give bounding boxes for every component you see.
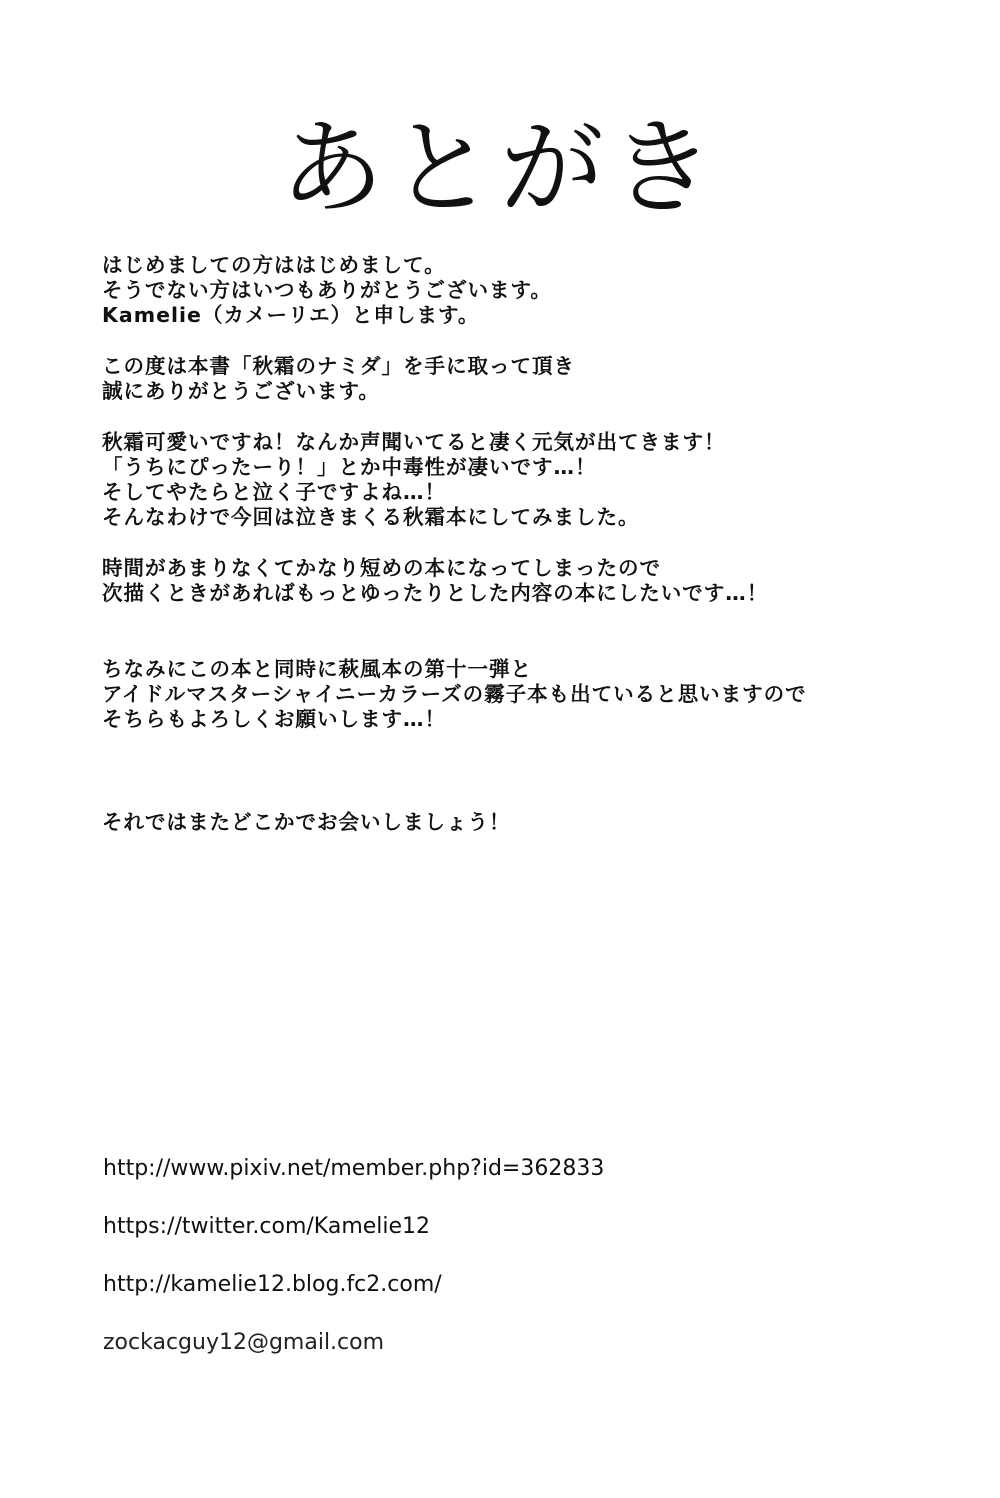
text-line: 秋霜可愛いですね！なんか声聞いてると凄く元気が出てきます！ <box>102 430 726 454</box>
page-title: あとがき <box>279 107 720 229</box>
blog-link[interactable]: http://kamelie12.blog.fc2.com/ <box>103 1272 442 1297</box>
text-line: 「うちにぴったーり！」とか中毒性が凄いです…！ <box>102 455 597 479</box>
text-line: 次描くときがあればもっとゆったりとした内容の本にしたいです…！ <box>102 581 769 605</box>
paragraph-farewell <box>102 810 511 835</box>
pixiv-link[interactable]: http://www.pixiv.net/member.php?id=362833 <box>103 1156 605 1181</box>
text-line: ちなみにこの本と同時に萩風本の第十一弾と <box>102 657 532 681</box>
text-line: 誠にありがとうございます。 <box>102 379 380 403</box>
text-line: そうでない方はいつもありがとうございます。 <box>102 278 552 302</box>
paragraph-thanks <box>102 354 575 404</box>
paragraph-character <box>102 430 726 530</box>
text-line: そちらもよろしくお願いします…！ <box>102 707 446 731</box>
text-line: そんなわけで今回は泣きまくる秋霜本にしてみました。 <box>102 505 640 529</box>
text-line: それではまたどこかでお会いしましょう！ <box>102 810 511 834</box>
paragraph-time <box>102 556 768 606</box>
text-line: そしてやたらと泣く子ですよね…！ <box>102 480 446 504</box>
contact-links <box>103 1154 604 1386</box>
text-line: アイドルマスターシャイニーカラーズの霧子本も出ていると思いますので <box>102 682 807 706</box>
paragraph-greeting <box>102 253 552 328</box>
twitter-link[interactable]: https://twitter.com/Kamelie12 <box>103 1214 431 1239</box>
text-line: はじめましての方ははじめまして。 <box>102 253 446 277</box>
text-line: 時間があまりなくてかなり短めの本になってしまったので <box>102 556 661 580</box>
text-line: この度は本書「秋霜のナミダ」を手に取って頂き <box>102 354 575 378</box>
email-address[interactable]: zockacguy12@gmail.com <box>103 1330 385 1355</box>
paragraph-other-books <box>102 657 807 732</box>
text-line: Kamelie（カメーリエ）と申します。 <box>102 303 480 327</box>
